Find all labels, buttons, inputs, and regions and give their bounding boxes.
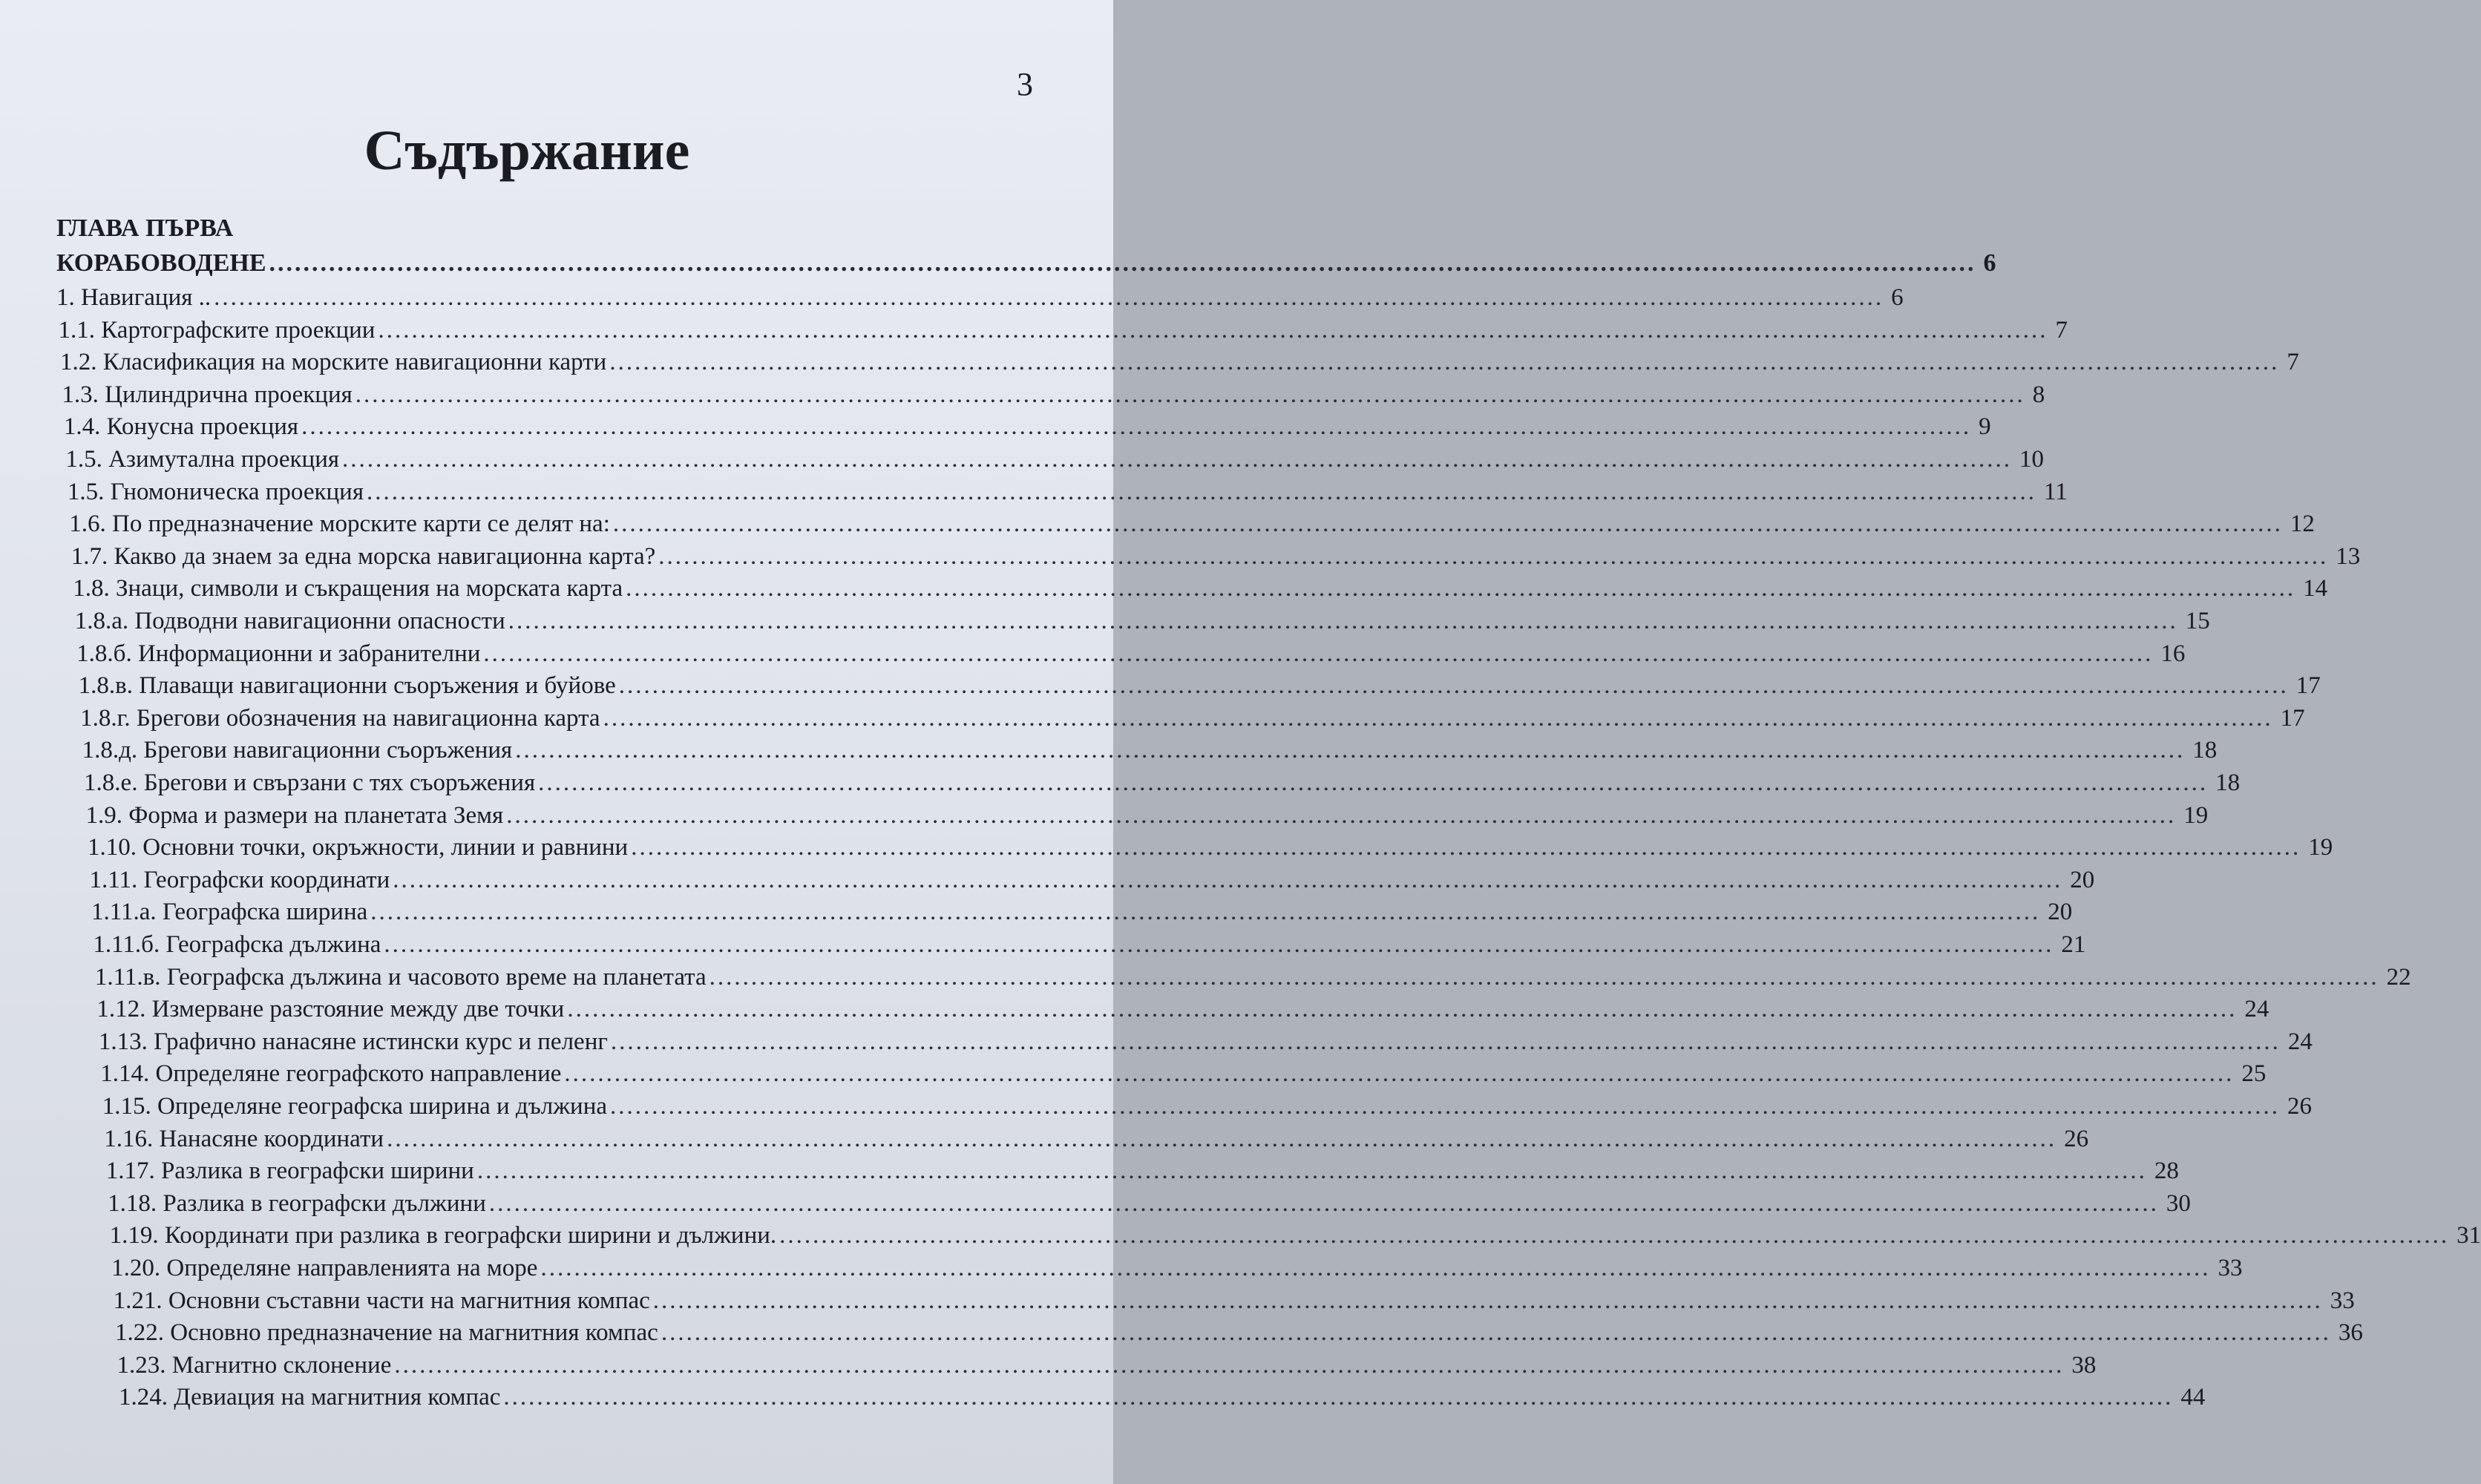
toc-entry [93, 931, 2086, 964]
toc-entry-page: 17 [2280, 704, 2305, 732]
toc-entry-page: 15 [2185, 608, 2210, 634]
toc-entry-label: 1.8.е. Брегови и свързани с тях съоръжения [84, 769, 536, 796]
dot-leader: ........................................................................................................................................................................................................ [609, 349, 2280, 376]
dot-leader: ........................................................................................................................................................................................................ [652, 1287, 2323, 1314]
toc-entry-label: 1.8.д. Брегови навигационни съоръжения [82, 737, 513, 764]
toc-entry-label: 1.19. Координати при разлика в географски ширини и дължини. [109, 1222, 777, 1250]
dot-leader: ........................................................................................................................................................................................................ [506, 801, 2177, 829]
page-number: 3 [1017, 66, 1033, 102]
toc-entry [119, 1384, 2206, 1416]
toc-entry [73, 575, 2328, 608]
toc-entry-page: 25 [2241, 1060, 2267, 1088]
dot-leader: ........................................................................................................................................................................................................ [567, 996, 2238, 1023]
toc-entry-label: 1.17. Разлика в географски ширини [105, 1158, 474, 1185]
toc-entry-label: 1.1. Картографските проекции [58, 316, 376, 344]
toc-entry-label: 1.8.б. Информационни и забранителни [76, 640, 481, 667]
toc-entry-label: 1.13. Графично нанасяне истински курс и пеленг [98, 1028, 608, 1055]
toc-entry-label: 1.8.а. Подводни навигационни опасности [74, 608, 505, 634]
toc-entry-label: 1.6. По предназначение морските карти се делят на: [69, 510, 610, 538]
dot-leader: ........................................................................................................................................................................................................ [779, 1222, 2450, 1250]
toc-entry-page: 18 [2192, 737, 2218, 764]
toc-entry-label: 1.10. Основни точки, окръжности, линии и равнини [88, 834, 629, 861]
toc-entry-label: 1.4. Конусна проекция [63, 413, 299, 441]
chapter-heading [56, 214, 233, 243]
toc-entry-page: 17 [2295, 672, 2321, 700]
toc-entry [91, 899, 2073, 931]
toc-entry [65, 446, 2045, 479]
toc-entry [67, 478, 2068, 511]
toc-entry [85, 801, 2209, 835]
dot-leader: ........................................................................................................................................................................................................ [342, 446, 2013, 473]
toc-entry [56, 284, 1904, 317]
dot-leader: ........................................................................................................................................................................................................ [503, 1384, 2174, 1411]
dot-leader: ........................................................................................................................................................................................................ [709, 963, 2379, 991]
dot-leader: ........................................................................................................................................................................................................ [603, 704, 2273, 732]
toc-entry-page: 9 [1979, 413, 1991, 441]
toc-entry [78, 672, 2321, 705]
dot-leader: ........................................................................................................................................................................................................ [367, 478, 2037, 505]
toc-entry-page: 26 [2064, 1125, 2089, 1152]
toc-entry-page: 11 [2044, 478, 2068, 505]
toc-entry-label: 1.11.а. Географска ширина [91, 899, 368, 926]
toc-entry-page: 20 [2070, 866, 2095, 893]
dot-leader: ........................................................................................................................................................................................................ [612, 510, 2283, 538]
toc-entry [80, 704, 2305, 738]
toc-entry [111, 1255, 2243, 1287]
toc-entry-page: 7 [2055, 316, 2068, 344]
toc-entry-page: 28 [2154, 1158, 2179, 1185]
dot-leader: ........................................................................................................................................................................................................ [508, 608, 2178, 634]
toc-entry [104, 1125, 2089, 1158]
dot-leader: ........................................................................................................................................................................................................ [394, 1351, 2065, 1379]
dot-leader: ........................................................................................................................................................................................................ [538, 769, 2209, 796]
dot-leader: ........................................................................................................................................................................................................ [618, 672, 2289, 700]
toc-entry [62, 381, 2045, 414]
toc-entry [105, 1158, 2179, 1190]
dot-leader: ........................................................................................................................................................................................................ [214, 284, 1884, 311]
dot-leader: ........................................................................................................................................................................................................ [564, 1060, 2235, 1088]
toc-entry-page: 16 [2160, 640, 2186, 667]
toc-entry [98, 1028, 2313, 1061]
toc-entry-label: 1.18. Разлика в географски дължини [108, 1189, 486, 1217]
toc-entry-page: 21 [2061, 931, 2086, 958]
toc-entry [88, 834, 2333, 867]
dot-leader: ........................................................................................................................................................................................................ [515, 737, 2186, 764]
toc-entry-page: 18 [2215, 769, 2241, 796]
toc-entry-page: 33 [2330, 1287, 2355, 1314]
toc-entry-label: 1.21. Основни съставни части на магнитния компас [113, 1287, 650, 1314]
toc-entry-page: 36 [2338, 1319, 2363, 1347]
toc-entry-page: 26 [2287, 1093, 2313, 1120]
toc-entry [59, 349, 2299, 381]
toc-entry-page: 38 [2071, 1351, 2097, 1379]
toc-entry [94, 963, 2411, 997]
toc-entry [89, 866, 2095, 899]
page-title: Съдържание [364, 119, 690, 182]
toc-entry-page: 7 [2287, 349, 2299, 376]
toc-entry [84, 769, 2241, 802]
toc-entry-label: 1.3. Цилиндрична проекция [62, 381, 353, 408]
toc-entry-label: 1.23. Магнитно склонение [117, 1351, 392, 1379]
toc-entry-page: 19 [2183, 801, 2209, 829]
toc-entry-page: 24 [2287, 1028, 2313, 1055]
dot-leader: ........................................................................................................................................................................................................ [269, 249, 1976, 277]
dot-leader: ........................................................................................................................................................................................................ [658, 542, 2329, 570]
dot-leader: ........................................................................................................................................................................................................ [387, 1125, 2057, 1152]
chapter-title: КОРАБОВОДЕНЕ [56, 249, 266, 277]
toc-entry-label: 1.12. Измерване разстояние между две точки [96, 996, 565, 1023]
chapter-page: 6 [1983, 249, 1996, 277]
toc-entry [100, 1060, 2267, 1093]
dot-leader: ........................................................................................................................................................................................................ [661, 1319, 2331, 1347]
toc-entry-page: 19 [2308, 834, 2333, 861]
dot-leader: ........................................................................................................................................................................................................ [631, 834, 2301, 861]
toc-entry [109, 1222, 2481, 1255]
toc-entry [71, 542, 2361, 576]
toc-entry-page: 8 [2032, 381, 2045, 408]
dot-leader: ........................................................................................................................................................................................................ [540, 1255, 2211, 1281]
toc-entry [76, 640, 2186, 673]
toc-entry-label: 1.15. Определяне географска ширина и дължина [102, 1093, 608, 1120]
toc-entry-label: 1.11.б. Географска дължина [93, 931, 381, 958]
toc-entry-label: 1.22. Основно предназначение на магнитния компас [115, 1319, 658, 1347]
dot-leader: ........................................................................................................................................................................................................ [393, 866, 2063, 893]
dot-leader: ........................................................................................................................................................................................................ [370, 899, 2041, 926]
toc-entry-page: 13 [2336, 542, 2361, 570]
toc-entry-label: 1.11. Географски координати [89, 866, 390, 893]
dot-leader: ........................................................................................................................................................................................................ [476, 1158, 2147, 1185]
dot-leader: ........................................................................................................................................................................................................ [378, 316, 2048, 344]
toc-entry [63, 413, 1991, 446]
toc-entry [74, 608, 2210, 640]
toc-entry [82, 737, 2218, 769]
toc-entry-page: 30 [2166, 1189, 2191, 1217]
toc-entry-label: 1.11.в. Географска дължина и часовото време на планетата [94, 963, 707, 991]
toc-entry-page: 20 [2048, 899, 2073, 926]
dot-leader: ........................................................................................................................................................................................................ [488, 1189, 2159, 1217]
dot-leader: ........................................................................................................................................................................................................ [610, 1093, 2281, 1120]
toc-entry-label: 1.20. Определяне направленията на море [111, 1255, 538, 1281]
toc-entry-page: 44 [2180, 1384, 2206, 1411]
dot-leader: ........................................................................................................................................................................................................ [301, 413, 1972, 441]
toc-entry-label: 1.2. Класификация на морските навигационни карти [59, 349, 607, 376]
dot-leader: ........................................................................................................................................................................................................ [384, 931, 2054, 958]
toc-entry [115, 1319, 2363, 1352]
dot-leader: ........................................................................................................................................................................................................ [355, 381, 2025, 408]
chapter-number: ГЛАВА ПЪРВА [56, 214, 234, 242]
toc-chapter-row [56, 249, 1996, 282]
toc-entry-label: 1.5. Азимутална проекция [65, 446, 340, 473]
dot-leader: ........................................................................................................................................................................................................ [626, 575, 2296, 603]
toc-entry-page: 14 [2303, 575, 2328, 603]
toc-entry [108, 1189, 2191, 1223]
toc-entry-page: 31 [2457, 1222, 2481, 1250]
toc-entry-page: 6 [1891, 284, 1904, 311]
toc-entry-label: 1.7. Какво да знаем за една морска навигационна карта? [71, 542, 656, 570]
toc-entry-page: 10 [2019, 446, 2045, 473]
toc-entry-label: 1.8. Знаци, символи и съкращения на морската карта [73, 575, 623, 603]
toc-entry-label: 1. Навигация .. [56, 284, 212, 311]
toc-entry-label: 1.24. Девиация на магнитния компас [119, 1384, 501, 1411]
toc-entry-label: 1.9. Форма и размери на планетата Земя [85, 801, 504, 829]
toc-entry-page: 22 [2386, 963, 2411, 991]
dot-leader: ........................................................................................................................................................................................................ [483, 640, 2154, 667]
dot-leader: ........................................................................................................................................................................................................ [610, 1028, 2281, 1055]
toc-entry [69, 510, 2315, 543]
toc-entry-page: 12 [2290, 510, 2315, 538]
toc-entry [58, 316, 2068, 349]
toc-entry-label: 1.5. Гномоническа проекция [67, 478, 364, 505]
toc-entry [117, 1351, 2097, 1385]
toc-entry-label: 1.16. Нанасяне координати [104, 1125, 384, 1152]
toc-entry [96, 996, 2269, 1028]
toc-entry [113, 1287, 2355, 1320]
toc-entry-page: 33 [2218, 1255, 2243, 1281]
toc-entry-page: 24 [2244, 996, 2269, 1023]
toc-entry-label: 1.14. Определяне географското направление [100, 1060, 562, 1088]
toc-entry-label: 1.8.в. Плаващи навигационни съоръжения и буйове [78, 672, 616, 700]
toc-entry-label: 1.8.г. Брегови обозначения на навигационна карта [80, 704, 600, 732]
toc-entry [102, 1093, 2313, 1126]
